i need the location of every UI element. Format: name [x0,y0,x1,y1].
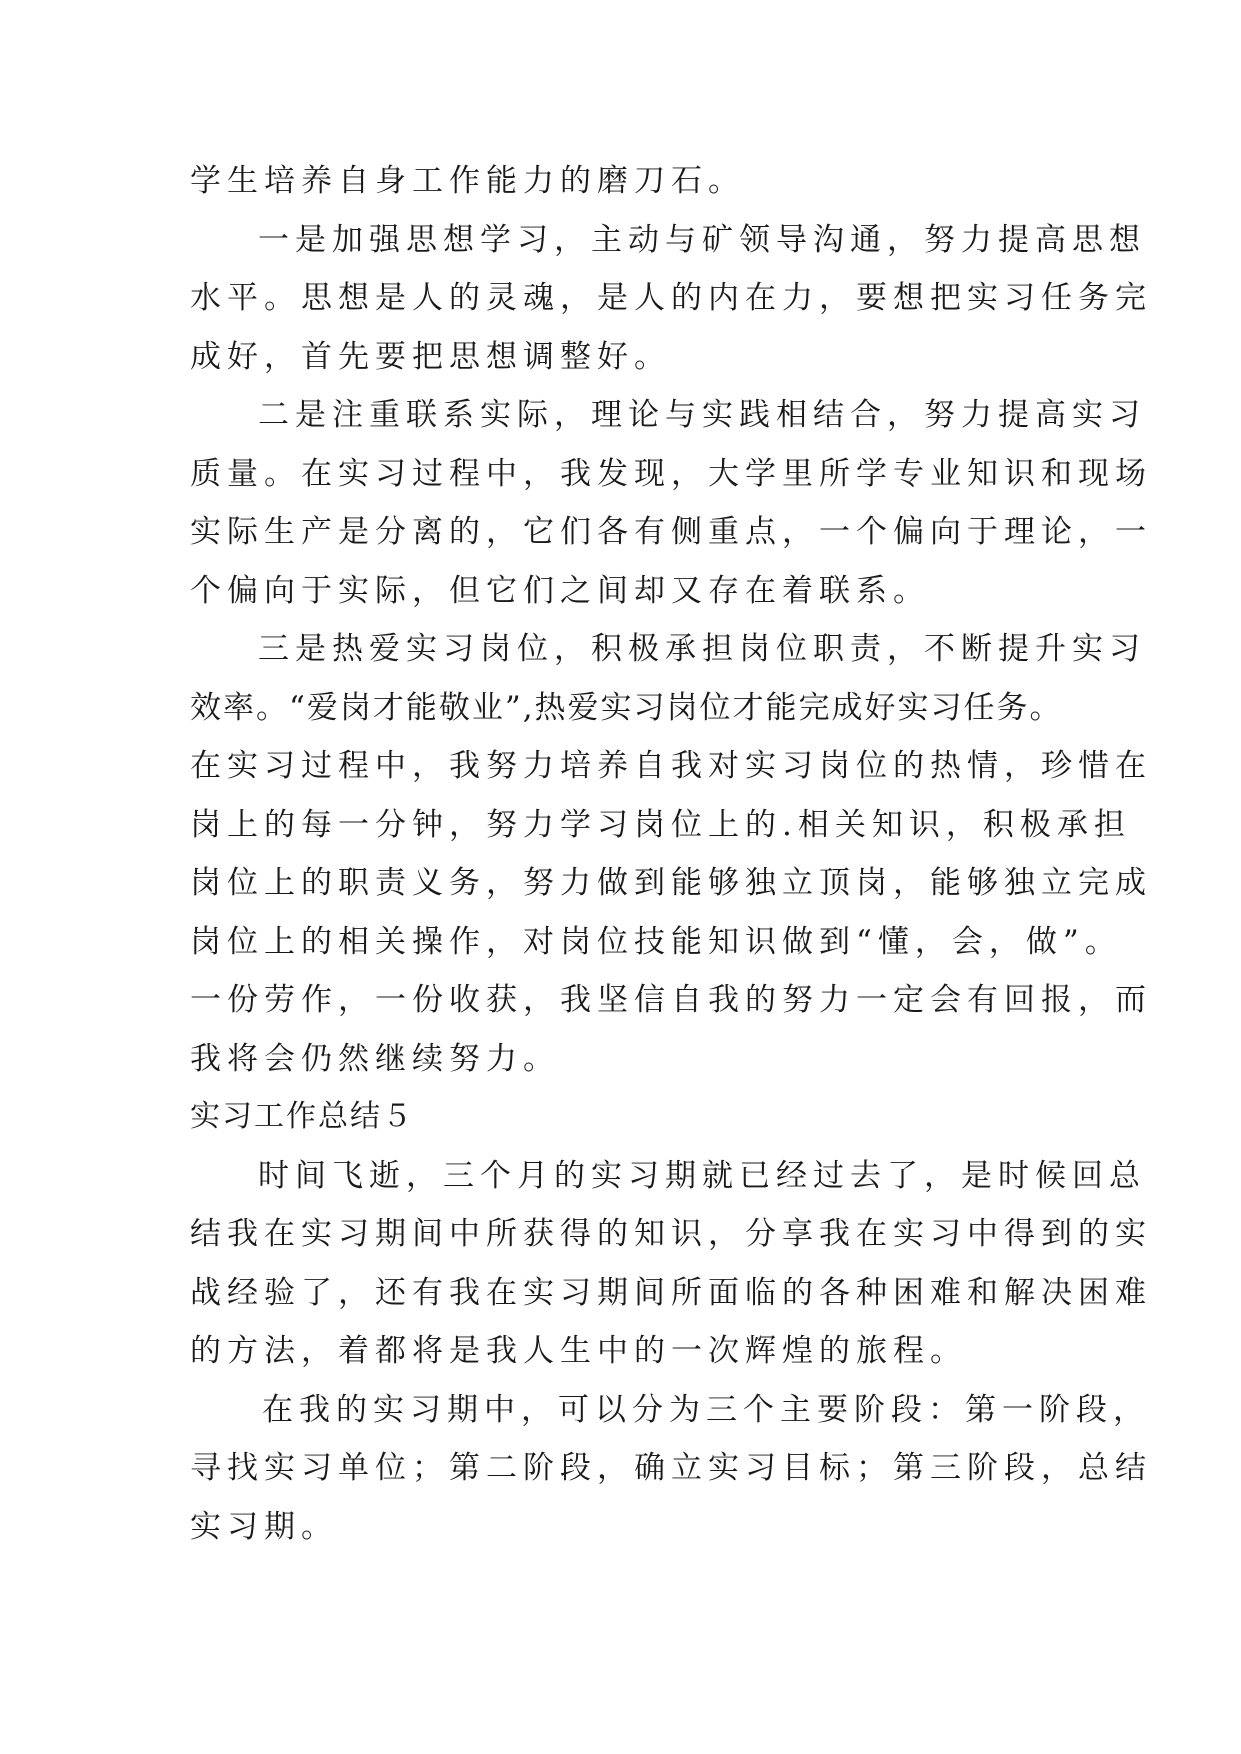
text-line: 岗上的每一分钟，努力学习岗位上的.相关知识，积极承担 [190,806,1131,843]
paragraph-start-line: 三是热爱实习岗位，积极承担岗位职责，不断提升实习 [258,631,1146,667]
text-line: 岗位上的职责义务，努力做到能够独立顶岗，能够独立完成 [190,865,1152,901]
paragraph-start-line: 二是注重联系实际，理论与实践相结合，努力提高实习 [258,397,1146,433]
paragraph-start-line: 时间飞逝，三个月的实习期就已经过去了，是时候回总 [258,1157,1146,1194]
text-line: 水平。思想是人的灵魂，是人的内在力，要想把实习任务完 [190,280,1152,316]
text-line: 的方法，着都将是我人生中的一次辉煌的旅程。 [190,1333,967,1369]
text-line: 成好，首先要把思想调整好。 [190,338,671,375]
text-line: 寻找实习单位；第二阶段，确立实习目标；第三阶段，总结 [190,1450,1152,1486]
text-line: 质量。在实习过程中，我发现，大学里所学专业知识和现场 [190,455,1152,492]
document-body [190,152,1152,1556]
text-line: 战经验了，还有我在实习期间所面临的各种困难和解决困难 [190,1274,1152,1311]
text-line: 一份劳作，一份收获，我坚信自我的努力一定会有回报，而 [190,982,1152,1018]
text-line: 学生培养自身工作能力的磨刀石。 [190,163,745,199]
paragraph-start-line: 在我的实习期中，可以分为三个主要阶段：第一阶段， [262,1391,1150,1428]
text-line: 实习期。 [190,1508,338,1545]
text-line: 实际生产是分离的，它们各有侧重点，一个偏向于理论，一 [190,514,1152,550]
text-line: 效率。“爱岗才能敬业”,热爱实习岗位才能完成好实习任务。 [190,689,1063,726]
text-line: 个偏向于实际，但它们之间却又存在着联系。 [190,572,930,609]
text-line: 岗位上的相关操作，对岗位技能知识做到“懂，会，做”。 [190,923,1122,960]
paragraph-start-line: 一是加强思想学习，主动与矿领导沟通，努力提高思想 [258,221,1146,258]
section-heading: 实习工作总结５ [190,1099,414,1134]
text-line: 在实习过程中，我努力培养自我对实习岗位的热情，珍惜在 [190,748,1152,784]
text-line: 我将会仍然继续努力。 [190,1040,560,1077]
text-line: 结我在实习期间中所获得的知识，分享我在实习中得到的实 [190,1216,1152,1252]
